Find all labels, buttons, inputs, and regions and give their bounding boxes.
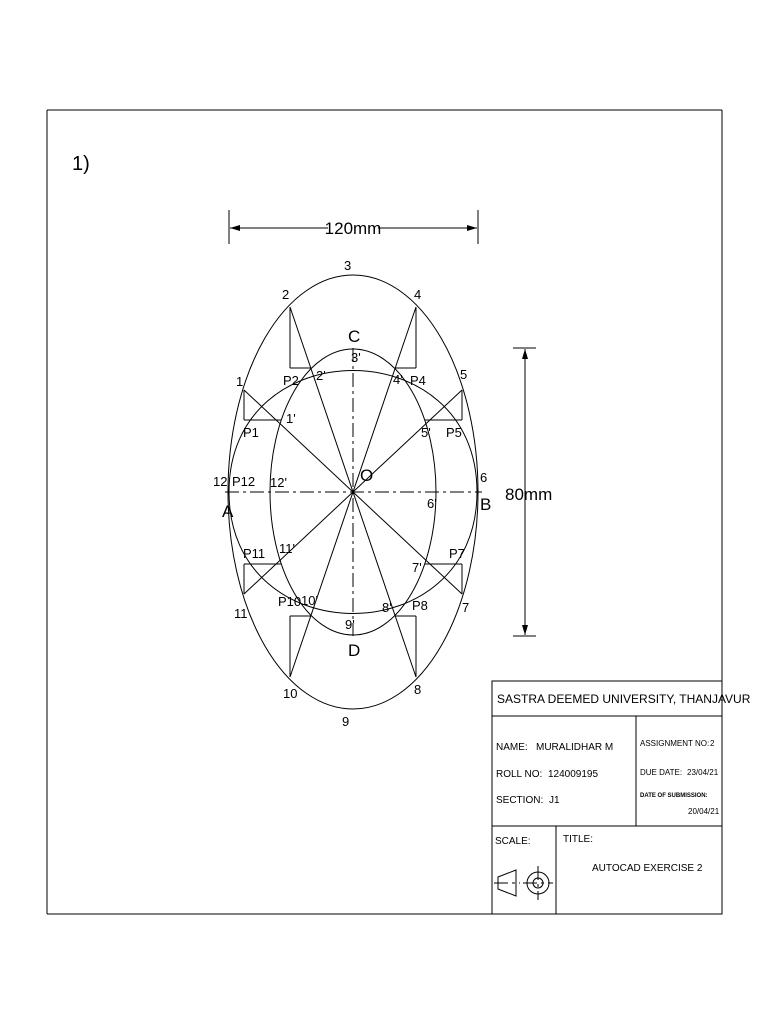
due-date-label: DUE DATE: xyxy=(640,768,683,777)
assignment-label: ASSIGNMENT NO: xyxy=(640,739,710,748)
inner-division-label: 12' xyxy=(270,475,287,490)
section-label: SECTION: xyxy=(496,795,544,806)
point-o-label: O xyxy=(360,466,374,485)
ellipse-point-label: P7 xyxy=(449,546,465,561)
point-c-label: C xyxy=(348,327,361,346)
inner-division-label: 6' xyxy=(427,496,437,511)
roll-value: 124009195 xyxy=(548,769,599,780)
dim-major-label: 120mm xyxy=(324,219,382,238)
outer-division-label: 5 xyxy=(460,367,468,382)
inner-division-label: 9' xyxy=(345,617,355,632)
dimension-120mm xyxy=(229,210,478,244)
name-value: MURALIDHAR M xyxy=(536,742,614,753)
inner-division-label: 7' xyxy=(412,560,422,575)
ellipse-point-label: P1 xyxy=(243,425,259,440)
dimension-80mm xyxy=(505,348,552,636)
outer-division-label: 7 xyxy=(462,600,470,615)
ellipse-point-label: P8 xyxy=(412,598,428,613)
inner-division-label: 10' xyxy=(301,593,318,608)
point-a-label: A xyxy=(222,502,234,521)
title-label: TITLE: xyxy=(563,834,594,845)
outer-division-label: 12 xyxy=(213,474,228,489)
point-b-label: B xyxy=(480,495,492,514)
ellipse-point-label: P11 xyxy=(243,546,266,561)
inner-division-label: 1' xyxy=(286,411,296,426)
inner-division-label: 4' xyxy=(393,372,403,387)
outer-division-label: 4 xyxy=(414,287,422,302)
inner-division-label: 3' xyxy=(351,350,361,365)
drawing-title: AUTOCAD EXERCISE 2 xyxy=(592,863,703,874)
ellipse-point-label: P4 xyxy=(410,373,426,388)
outer-division-label: 2 xyxy=(282,287,290,302)
scale-label: SCALE: xyxy=(495,836,531,847)
section-value: J1 xyxy=(549,795,560,806)
point-d-label: D xyxy=(348,641,361,660)
ellipse-point-label: P12 xyxy=(232,474,256,489)
name-label: NAME: xyxy=(496,742,528,753)
roll-label: ROLL NO: xyxy=(496,769,543,780)
inner-division-label: 2' xyxy=(316,368,326,383)
outer-division-label: 3 xyxy=(344,258,352,273)
ellipse-point-label: P5 xyxy=(446,425,462,440)
outer-division-label: 11 xyxy=(234,606,248,621)
outer-division-label: 6 xyxy=(480,470,488,485)
dim-minor-label: 80mm xyxy=(505,485,553,504)
due-date-value: 23/04/21 xyxy=(687,768,719,777)
outer-division-label: 8 xyxy=(414,682,422,697)
ellipse-point-label: P2 xyxy=(283,373,299,388)
inner-division-label: 5' xyxy=(421,425,431,440)
outer-division-label: 10 xyxy=(283,686,298,701)
inner-division-label: 11' xyxy=(279,541,295,556)
outer-division-label: 9 xyxy=(342,714,350,729)
outer-division-label: 1 xyxy=(236,374,244,389)
title-block xyxy=(492,681,751,914)
submission-value: 20/04/21 xyxy=(688,807,720,816)
question-number: 1) xyxy=(72,153,90,175)
submission-label: DATE OF SUBMISSION: xyxy=(640,793,708,799)
university-name: SASTRA DEEMED UNIVERSITY, THANJAVUR xyxy=(497,692,751,706)
ellipse-point-label: P10 xyxy=(278,594,302,609)
first-angle-projection-icon xyxy=(494,866,553,900)
assignment-value: 2 xyxy=(710,739,715,748)
inner-division-label: 8' xyxy=(382,600,392,615)
